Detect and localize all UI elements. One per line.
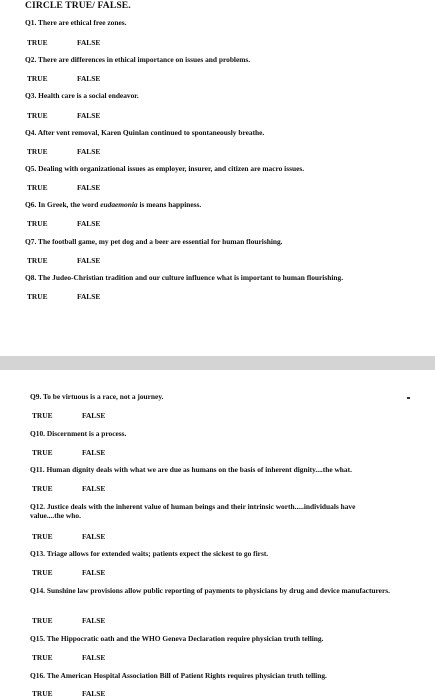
worksheet-page-2 — [0, 370, 435, 700]
true-option[interactable]: TRUE — [27, 74, 48, 83]
question-15: Q15. The Hippocratic oath and the WHO Geneva Declaration require physician truth telling. — [30, 634, 324, 643]
true-option[interactable]: TRUE — [32, 411, 53, 420]
true-option[interactable]: TRUE — [32, 532, 53, 541]
false-option[interactable]: FALSE — [77, 38, 101, 47]
false-option[interactable]: FALSE — [82, 411, 106, 420]
true-option[interactable]: TRUE — [27, 111, 48, 120]
question-2: Q2. There are differences in ethical importance on issues and problems. — [25, 55, 251, 64]
question-4: Q4. After vent removal, Karen Quinlan continued to spontaneously breathe. — [25, 128, 265, 137]
question-3: Q3. Health care is a social endeavor. — [25, 91, 139, 100]
true-option[interactable]: TRUE — [27, 292, 48, 301]
question-1: Q1. There are ethical free zones. — [25, 18, 127, 27]
false-option[interactable]: FALSE — [82, 653, 106, 662]
true-option[interactable]: TRUE — [32, 653, 53, 662]
false-option[interactable]: FALSE — [77, 183, 101, 192]
true-option[interactable]: TRUE — [27, 183, 48, 192]
question-9: Q9. To be virtuous is a race, not a journey. — [30, 392, 164, 401]
false-option[interactable]: FALSE — [77, 292, 101, 301]
true-option[interactable]: TRUE — [32, 484, 53, 493]
question-16: Q16. The American Hospital Association Bill of Patient Rights requires physician truth telling. — [30, 671, 327, 680]
true-option[interactable]: TRUE — [27, 38, 48, 47]
question-12: Q12. Justice deals with the inherent value of human beings and their intrinsic worth.....individuals have value....the who. — [30, 502, 356, 520]
false-option[interactable]: FALSE — [77, 111, 101, 120]
worksheet-header: CIRCLE TRUE/ FALSE. — [25, 0, 131, 11]
question-7: Q7. The football game, my pet dog and a beer are essential for human flourishing. — [25, 237, 283, 246]
question-8: Q8. The Judeo-Christian tradition and our culture influence what is important to human flourishing. — [25, 273, 344, 282]
false-option[interactable]: FALSE — [82, 616, 106, 625]
true-option[interactable]: TRUE — [32, 689, 53, 698]
true-option[interactable]: TRUE — [32, 568, 53, 577]
false-option[interactable]: FALSE — [77, 219, 101, 228]
false-option[interactable]: FALSE — [82, 532, 106, 541]
false-option[interactable]: FALSE — [77, 147, 101, 156]
question-6: Q6. In Greek, the word eudaemonia is means happiness. — [25, 200, 202, 209]
true-option[interactable]: TRUE — [27, 256, 48, 265]
false-option[interactable]: FALSE — [82, 568, 106, 577]
false-option[interactable]: FALSE — [77, 256, 101, 265]
true-option[interactable]: TRUE — [32, 616, 53, 625]
question-13: Q13. Triage allows for extended waits; patients expect the sickest to go first. — [30, 549, 269, 558]
question-5: Q5. Dealing with organizational issues as employer, insurer, and citizen are macro issues. — [25, 164, 305, 173]
true-option[interactable]: TRUE — [27, 219, 48, 228]
true-option[interactable]: TRUE — [32, 448, 53, 457]
question-11: Q11. Human dignity deals with what we are due as humans on the basis of inherent dignity....the what. — [30, 465, 352, 474]
false-option[interactable]: FALSE — [82, 484, 106, 493]
false-option[interactable]: FALSE — [77, 74, 101, 83]
false-option[interactable]: FALSE — [82, 448, 106, 457]
scan-mark — [407, 397, 410, 399]
true-option[interactable]: TRUE — [27, 147, 48, 156]
question-10: Q10. Discernment is a process. — [30, 429, 127, 438]
false-option[interactable]: FALSE — [82, 689, 106, 698]
question-14: Q14. Sunshine law provisions allow public reporting of payments to physicians by drug and device manufacturers. — [30, 586, 390, 595]
page-separator — [0, 356, 435, 370]
